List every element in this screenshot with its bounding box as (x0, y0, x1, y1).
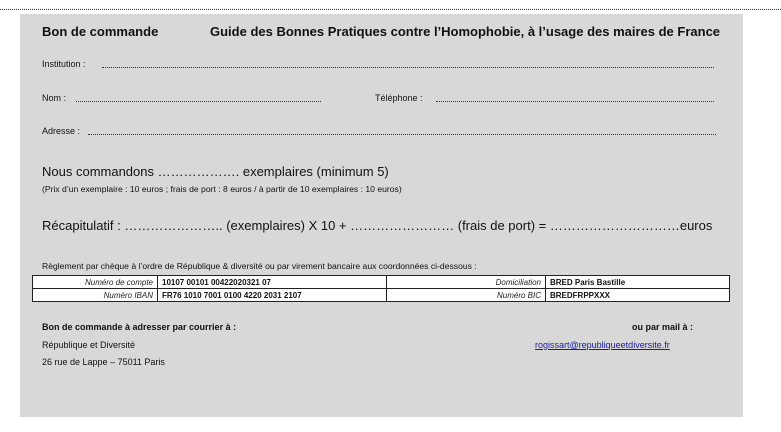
guide-title: Guide des Bonnes Pratiques contre l’Homophobie, à l’usage des maires de France (210, 24, 721, 39)
institution-label: Institution : (42, 59, 86, 69)
top-dotted-cut-line (0, 9, 781, 10)
domiciliation-value: BRED Paris Bastille (546, 276, 730, 289)
form-title: Bon de commande (42, 24, 159, 39)
account-number-label: Numéro de compte (33, 276, 158, 289)
iban-label: Numéro IBAN (33, 289, 158, 302)
nom-label: Nom : (42, 93, 67, 103)
iban-value: FR76 1010 7001 0100 4220 2031 2107 (158, 289, 387, 302)
order-quantity-line: Nous commandons ………………. exemplaires (minimum 5) (42, 164, 389, 179)
institution-field[interactable] (102, 59, 714, 68)
table-row (33, 289, 730, 302)
table-row (33, 276, 730, 289)
email-link[interactable]: rogissart@republiqueetdiversite.fr (535, 340, 670, 350)
bic-label: Numéro BIC (387, 289, 546, 302)
mail-label: ou par mail à : (632, 322, 694, 332)
payment-intro: Règlement par chèque à l’ordre de République & diversité ou par virement bancaire aux coordonnées ci-dessous : (42, 261, 477, 271)
telephone-label: Téléphone : (375, 93, 423, 103)
price-details: (Prix d’un exemplaire : 10 euros ; frais de port : 8 euros / à partir de 10 exemplaires : 10 euros) (42, 184, 402, 194)
domiciliation-label: Domiciliation (387, 276, 546, 289)
postal-address: 26 rue de Lappe – 75011 Paris (42, 357, 165, 367)
adresse-label: Adresse : (42, 126, 81, 136)
adresse-field[interactable] (88, 126, 716, 135)
courrier-label: Bon de commande à adresser par courrier à : (42, 322, 237, 332)
order-form-card (20, 14, 743, 417)
organisation-name: République et Diversité (42, 340, 136, 350)
nom-field[interactable] (76, 93, 321, 102)
recap-line: Récapitulatif : ………………….. (exemplaires) X 10 + …………………… (frais de port) = …………………………euros (42, 218, 713, 233)
account-number-value: 10107 00101 00422020321 07 (158, 276, 387, 289)
bic-value: BREDFRPPXXX (546, 289, 730, 302)
institution-row (42, 59, 86, 69)
bank-details-table (32, 275, 730, 302)
telephone-field[interactable] (436, 93, 714, 102)
